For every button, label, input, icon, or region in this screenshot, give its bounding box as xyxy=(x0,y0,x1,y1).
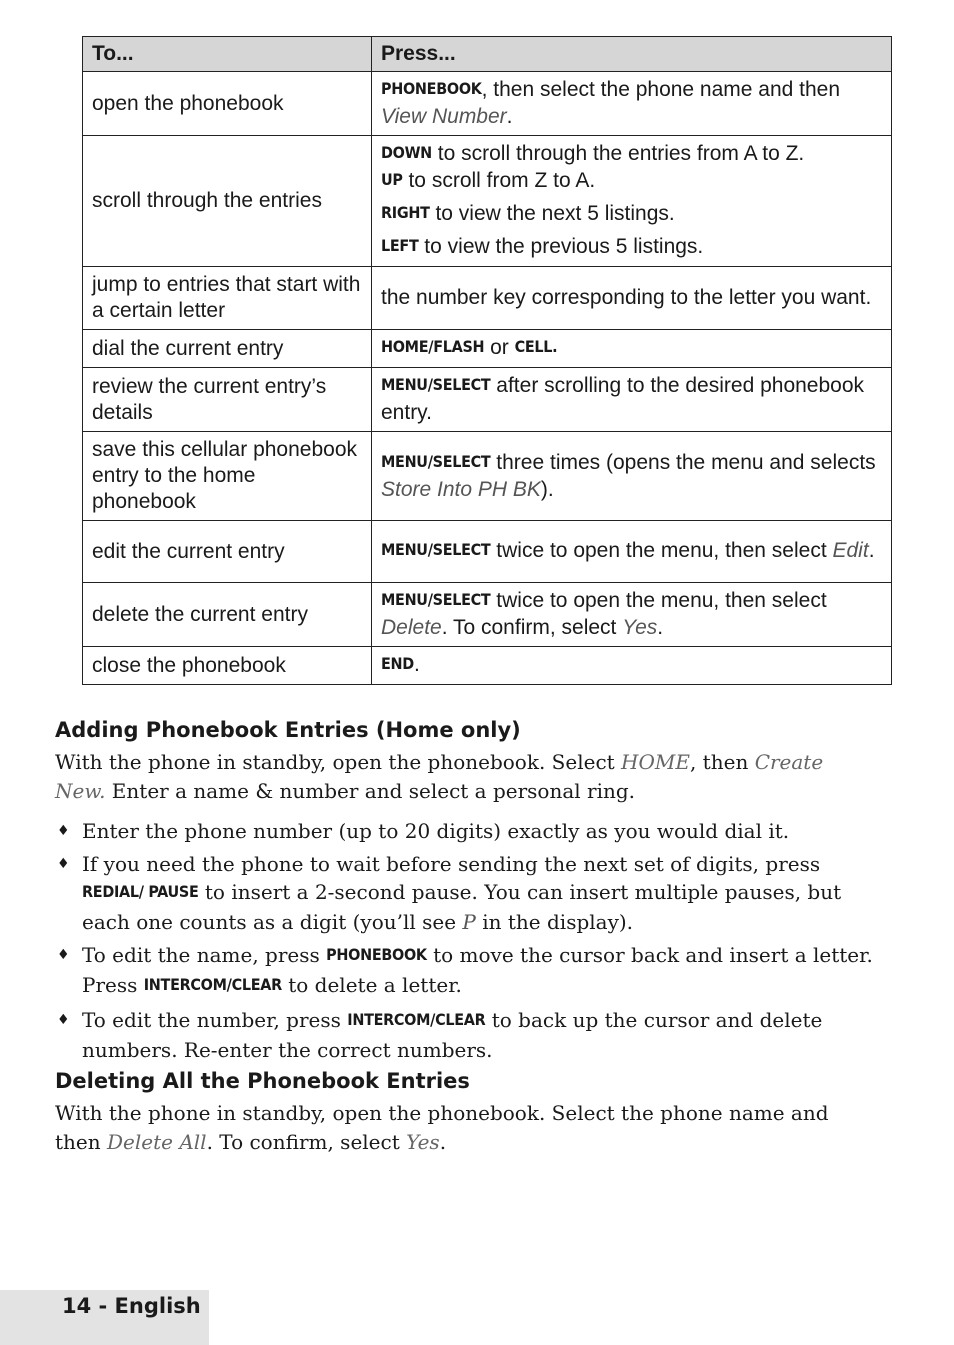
key-label: MENU/SELECT xyxy=(381,375,491,394)
table-header-row xyxy=(83,37,892,72)
adding-intro: With the phone in standby, open the phonebook. Select HOME, then Create New. Enter a name & number and select a personal ring. xyxy=(55,750,824,803)
table-row xyxy=(83,72,892,136)
table-row xyxy=(83,267,892,330)
key-label: CELL. xyxy=(514,337,558,356)
key-label: PHONEBOOK xyxy=(381,79,482,98)
key-label: MENU/SELECT xyxy=(381,590,491,609)
key-label: DOWN xyxy=(381,143,432,162)
header-to: To... xyxy=(83,37,372,72)
row-action: close the phonebook xyxy=(83,647,372,685)
row-action: save this cellular phonebook entry to the home phonebook xyxy=(83,432,372,521)
key-label: HOME/FLASH xyxy=(381,337,485,356)
list-item: ♦ Enter the phone number (up to 20 digits) exactly as you would dial it. xyxy=(57,819,790,843)
row-action: dial the current entry xyxy=(83,330,372,368)
row-action: delete the current entry xyxy=(83,583,372,647)
key-label: INTERCOM/CLEAR xyxy=(143,975,282,994)
row-press: PHONEBOOK, then select the phone name and then View Number. xyxy=(372,72,892,136)
key-label: PHONEBOOK xyxy=(326,945,427,964)
list-item: ♦ To edit the number, press INTERCOM/CLEAR to back up the cursor and delete numbers. Re-enter the correct numbers. xyxy=(57,1008,823,1062)
phonebook-actions-table xyxy=(82,36,892,685)
row-press: MENU/SELECT twice to open the menu, then select Delete. To confirm, select Yes. xyxy=(372,583,892,647)
deleting-heading: Deleting All the Phonebook Entries xyxy=(55,1069,470,1093)
key-label: LEFT xyxy=(381,236,419,255)
deleting-text: With the phone in standby, open the phonebook. Select the phone name and then Delete All. To confirm, select Yes. xyxy=(55,1101,829,1154)
table-row xyxy=(83,330,892,368)
table-row xyxy=(83,136,892,267)
row-action: open the phonebook xyxy=(83,72,372,136)
header-press: Press... xyxy=(372,37,892,72)
list-item: ♦ To edit the name, press PHONEBOOK to move the cursor back and insert a letter. Press INTERCOM/CLEAR to delete a letter. xyxy=(57,943,873,997)
key-label: UP xyxy=(381,170,403,189)
row-action: edit the current entry xyxy=(83,521,372,583)
key-label: RIGHT xyxy=(381,203,430,222)
adding-bullet-list xyxy=(55,817,875,1069)
row-press: DOWN to scroll through the entries from A to Z. UP to scroll from Z to A. RIGHT to view the next 5 listings. LEFT to view the previous 5 listings. xyxy=(372,136,892,267)
row-action: review the current entry’s details xyxy=(83,368,372,432)
key-label: INTERCOM/CLEAR xyxy=(347,1010,486,1029)
row-press: MENU/SELECT after scrolling to the desired phonebook entry. xyxy=(372,368,892,432)
page-number: 14 - English xyxy=(62,1294,201,1318)
diamond-bullet-icon: ♦ xyxy=(57,823,70,839)
row-press: HOME/FLASH or CELL. xyxy=(372,330,892,368)
key-label: MENU/SELECT xyxy=(381,540,491,559)
diamond-bullet-icon: ♦ xyxy=(57,947,70,963)
key-label: REDIAL/ PAUSE xyxy=(82,882,199,901)
key-label: END xyxy=(381,654,414,673)
row-press: MENU/SELECT three times (opens the menu and selects Store Into PH BK). xyxy=(372,432,892,521)
diamond-bullet-icon: ♦ xyxy=(57,1012,70,1028)
list-item: ♦ If you need the phone to wait before sending the next set of digits, press REDIAL/ PAUSE to insert a 2-second pause. You can insert multiple pauses, but each one counts as a digit (you’ll see P in the display). xyxy=(57,852,842,934)
adding-heading: Adding Phonebook Entries (Home only) xyxy=(55,718,521,742)
table-row xyxy=(83,432,892,521)
row-press: the number key corresponding to the letter you want. xyxy=(372,267,892,330)
key-label: MENU/SELECT xyxy=(381,451,491,471)
row-press: MENU/SELECT twice to open the menu, then select Edit. xyxy=(372,521,892,583)
row-action: scroll through the entries xyxy=(83,136,372,267)
row-action: jump to entries that start with a certain letter xyxy=(83,267,372,330)
table-row xyxy=(83,647,892,685)
row-press: END. xyxy=(372,647,892,685)
diamond-bullet-icon: ♦ xyxy=(57,856,70,872)
table-row xyxy=(83,521,892,583)
page-footer xyxy=(0,1290,209,1345)
table-row xyxy=(83,368,892,432)
table-row xyxy=(83,583,892,647)
